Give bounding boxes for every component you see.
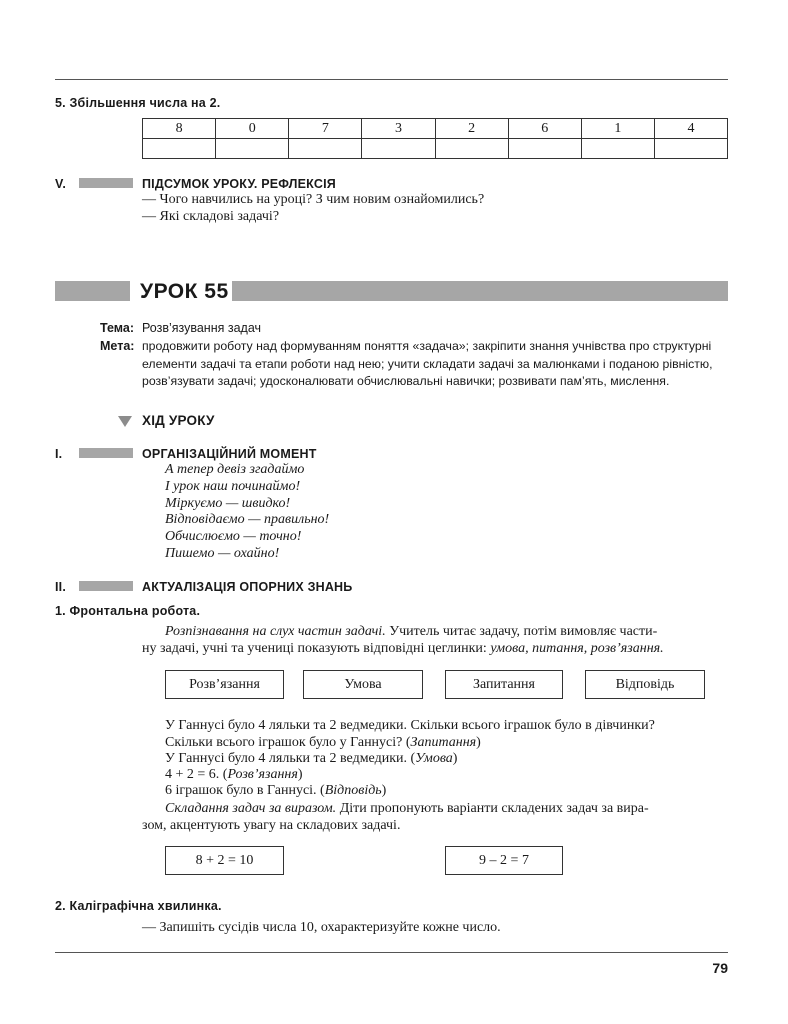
down-triangle-icon <box>118 416 132 427</box>
section-ii-bar <box>79 581 133 591</box>
paragraph-recognition-italic: Розпізнавання на слух частин задачі. <box>165 624 386 639</box>
answer-cell <box>362 139 435 159</box>
subsection-calligraphy: 2. Каліграфічна хвилинка. <box>55 899 222 913</box>
brick-solution: Розв’язання <box>165 670 284 699</box>
number-cell: 1 <box>581 119 654 139</box>
lesson-banner-left <box>55 281 130 301</box>
problem-line-note: Розв’язання <box>227 767 298 782</box>
number-cell: 7 <box>289 119 362 139</box>
poem-line: Міркуємо — швидко! <box>165 496 291 511</box>
section-v-line: — Чого навчились на уроці? З чим новим ознайомились? <box>142 192 485 207</box>
poem-line: Обчислюємо — точно! <box>165 529 302 544</box>
problem-line-note: Умова <box>415 751 453 766</box>
problem-line-text: 4 + 2 = 6. ( <box>165 767 228 782</box>
problem-line-note: Відповідь <box>324 783 382 798</box>
section-ii-title: АКТУАЛІЗАЦІЯ ОПОРНИХ ЗНАНЬ <box>142 580 353 594</box>
poem-line: А тепер девіз згадаймо <box>165 462 305 477</box>
bottom-rule <box>55 952 728 953</box>
subsection-frontal-work: 1. Фронтальна робота. <box>55 604 201 618</box>
paragraph-composing-italic: Складання задач за виразом. <box>165 801 337 816</box>
expression-box: 9 – 2 = 7 <box>445 846 563 875</box>
expression-box: 8 + 2 = 10 <box>165 846 284 875</box>
section-i-numeral: I. <box>55 447 63 461</box>
answer-cell <box>216 139 289 159</box>
problem-line <box>165 718 655 734</box>
brick-condition: Умова <box>303 670 423 699</box>
section-v-title: ПІДСУМОК УРОКУ. РЕФЛЕКСІЯ <box>142 177 336 191</box>
paragraph-recognition <box>165 624 657 640</box>
poem-line: Пишемо — охайно! <box>165 546 280 561</box>
number-cell: 3 <box>362 119 435 139</box>
problem-line-close: ) <box>452 751 458 766</box>
brick-question: Запитання <box>445 670 563 699</box>
problem-line-text: У Ганнусі було 4 ляльки та 2 ведмедики. Скільки всього іграшок було в дівчинки? <box>165 718 655 733</box>
problem-line <box>165 735 481 751</box>
number-cell: 2 <box>435 119 508 139</box>
goal-line: елементи задачі та етапи роботи над нею; учити складати задачі за малюнками і поданою рівністю, <box>142 357 713 371</box>
problem-line-note: Запитання <box>410 735 477 750</box>
problem-line-text: Скільки всього іграшок було у Ганнусі? ( <box>165 735 411 750</box>
paragraph-recognition-line2-italic: умова, питання, розв’язання. <box>490 641 664 656</box>
lesson-title: УРОК 55 <box>140 280 229 303</box>
paragraph-recognition-line2-text: ну задачі, учні та учениці показують відповідні цеглинки: <box>142 641 491 656</box>
section-v-numeral: V. <box>55 177 67 191</box>
number-cell: 8 <box>143 119 216 139</box>
answer-cell <box>143 139 216 159</box>
problem-line-text: 6 іграшок було в Ганнусі. ( <box>165 783 325 798</box>
paragraph-recognition-line2 <box>142 641 664 657</box>
section-v-bar <box>79 178 133 188</box>
goal-label: Мета: <box>100 339 135 353</box>
task5-heading: 5. Збільшення числа на 2. <box>55 96 221 110</box>
answer-cell <box>654 139 727 159</box>
answer-cell <box>435 139 508 159</box>
paragraph-composing-text: Діти пропонують варіанти складених задач за вира- <box>336 801 649 816</box>
lesson-banner-right <box>232 281 728 301</box>
section-v-line: — Які складові задачі? <box>142 209 280 224</box>
number-cell: 4 <box>654 119 727 139</box>
numbers-table <box>142 118 728 159</box>
calligraphy-line: — Запишіть сусідів числа 10, охарактеризуйте кожне число. <box>142 920 501 935</box>
topic-text: Розв’язування задач <box>142 321 262 335</box>
top-rule <box>55 79 728 80</box>
paragraph-recognition-text: Учитель читає задачу, потім вимовляє части- <box>385 624 658 639</box>
goal-line: продовжити роботу над формуванням поняття «задача»; закріпити знання учнівства про структурні <box>142 339 712 353</box>
page-number: 79 <box>712 960 728 976</box>
numbers-row <box>143 119 728 139</box>
problem-line <box>165 751 457 767</box>
problem-line-text: У Ганнусі було 4 ляльки та 2 ведмедики. ( <box>165 751 416 766</box>
goal-line: розв’язувати задачі; удосконалювати обчислювальні навички; розвивати пам’ять, мислення. <box>142 374 670 388</box>
section-i-title: ОРГАНІЗАЦІЙНИЙ МОМЕНТ <box>142 447 317 461</box>
problem-line-close: ) <box>297 767 303 782</box>
problem-line <box>165 767 303 783</box>
answer-cell <box>508 139 581 159</box>
answer-cell <box>289 139 362 159</box>
section-i-bar <box>79 448 133 458</box>
number-cell: 0 <box>216 119 289 139</box>
topic-label: Тема: <box>100 321 134 335</box>
answer-cell <box>581 139 654 159</box>
paragraph-composing <box>165 801 649 817</box>
problem-line <box>165 783 386 799</box>
problem-line-close: ) <box>476 735 481 750</box>
poem-line: Відповідаємо — правильно! <box>165 512 330 527</box>
answers-row <box>143 139 728 159</box>
brick-answer: Відповідь <box>585 670 705 699</box>
course-title: ХІД УРОКУ <box>142 413 215 428</box>
section-ii-numeral: II. <box>55 580 67 594</box>
paragraph-composing-line2: зом, акцентують увагу на складових задачі. <box>142 818 401 833</box>
poem-line: І урок наш починаймо! <box>165 479 301 494</box>
problem-line-close: ) <box>381 783 387 798</box>
number-cell: 6 <box>508 119 581 139</box>
